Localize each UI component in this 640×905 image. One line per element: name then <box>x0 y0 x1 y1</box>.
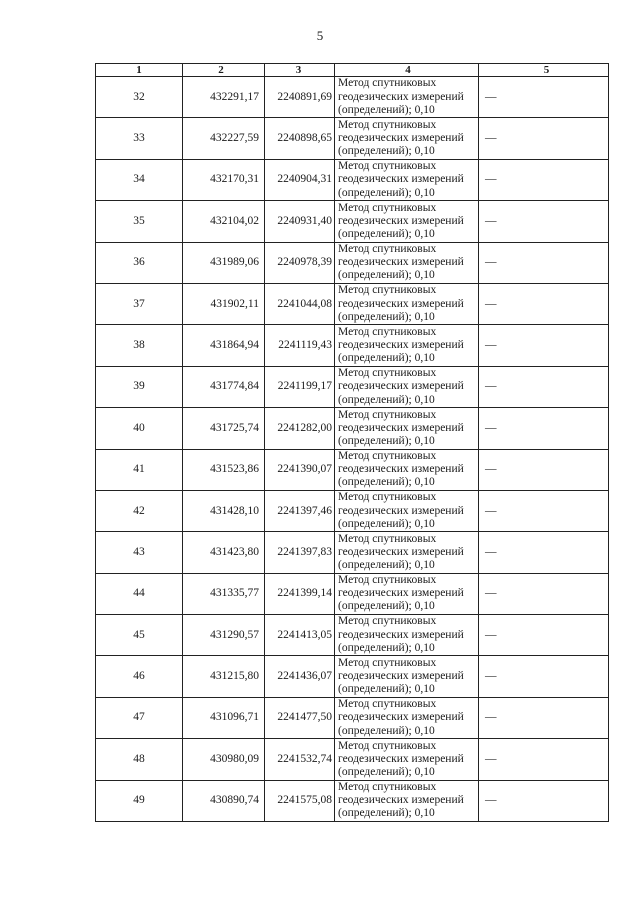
table-row <box>96 656 609 697</box>
note-cell: — <box>479 573 609 614</box>
column-header-1: 1 <box>96 64 183 77</box>
y-coordinate-cell: 2240891,69 <box>265 77 335 118</box>
table-row <box>96 201 609 242</box>
y-coordinate-cell: 2241282,00 <box>265 408 335 449</box>
note-cell: — <box>479 201 609 242</box>
note-cell: — <box>479 656 609 697</box>
method-cell: Метод спутниковых геодезических измерений (определений); 0,10 <box>335 242 479 283</box>
point-number-cell: 43 <box>96 532 183 573</box>
method-cell: Метод спутниковых геодезических измерений (определений); 0,10 <box>335 490 479 531</box>
y-coordinate-cell: 2240904,31 <box>265 159 335 200</box>
x-coordinate-cell: 431774,84 <box>183 366 265 407</box>
method-cell: Метод спутниковых геодезических измерений (определений); 0,10 <box>335 283 479 324</box>
method-cell: Метод спутниковых геодезических измерений (определений); 0,10 <box>335 325 479 366</box>
y-coordinate-cell: 2241119,43 <box>265 325 335 366</box>
table-row <box>96 697 609 738</box>
table-row <box>96 615 609 656</box>
note-cell: — <box>479 739 609 780</box>
table-row <box>96 77 609 118</box>
method-cell: Метод спутниковых геодезических измерений (определений); 0,10 <box>335 366 479 407</box>
point-number-cell: 41 <box>96 449 183 490</box>
note-cell: — <box>479 408 609 449</box>
x-coordinate-cell: 432227,59 <box>183 118 265 159</box>
point-number-cell: 33 <box>96 118 183 159</box>
note-cell: — <box>479 118 609 159</box>
method-cell: Метод спутниковых геодезических измерений (определений); 0,10 <box>335 408 479 449</box>
note-cell: — <box>479 366 609 407</box>
method-cell: Метод спутниковых геодезических измерений (определений); 0,10 <box>335 449 479 490</box>
point-number-cell: 48 <box>96 739 183 780</box>
x-coordinate-cell: 430890,74 <box>183 780 265 821</box>
point-number-cell: 34 <box>96 159 183 200</box>
x-coordinate-cell: 431335,77 <box>183 573 265 614</box>
point-number-cell: 42 <box>96 490 183 531</box>
table-row <box>96 573 609 614</box>
method-cell: Метод спутниковых геодезических измерений (определений); 0,10 <box>335 532 479 573</box>
note-cell: — <box>479 615 609 656</box>
method-cell: Метод спутниковых геодезических измерений (определений); 0,10 <box>335 615 479 656</box>
x-coordinate-cell: 431864,94 <box>183 325 265 366</box>
note-cell: — <box>479 449 609 490</box>
x-coordinate-cell: 432170,31 <box>183 159 265 200</box>
table-row <box>96 408 609 449</box>
x-coordinate-cell: 431215,80 <box>183 656 265 697</box>
x-coordinate-cell: 431902,11 <box>183 283 265 324</box>
method-cell: Метод спутниковых геодезических измерений (определений); 0,10 <box>335 573 479 614</box>
column-header-4: 4 <box>335 64 479 77</box>
x-coordinate-cell: 431523,86 <box>183 449 265 490</box>
note-cell: — <box>479 780 609 821</box>
point-number-cell: 44 <box>96 573 183 614</box>
x-coordinate-cell: 431423,80 <box>183 532 265 573</box>
method-cell: Метод спутниковых геодезических измерений (определений); 0,10 <box>335 77 479 118</box>
note-cell: — <box>479 532 609 573</box>
y-coordinate-cell: 2241532,74 <box>265 739 335 780</box>
y-coordinate-cell: 2241397,83 <box>265 532 335 573</box>
y-coordinate-cell: 2241397,46 <box>265 490 335 531</box>
column-header-2: 2 <box>183 64 265 77</box>
method-cell: Метод спутниковых геодезических измерений (определений); 0,10 <box>335 656 479 697</box>
y-coordinate-cell: 2241199,17 <box>265 366 335 407</box>
y-coordinate-cell: 2241044,08 <box>265 283 335 324</box>
method-cell: Метод спутниковых геодезических измерений (определений); 0,10 <box>335 780 479 821</box>
column-header-5: 5 <box>479 64 609 77</box>
note-cell: — <box>479 325 609 366</box>
y-coordinate-cell: 2241399,14 <box>265 573 335 614</box>
note-cell: — <box>479 159 609 200</box>
method-cell: Метод спутниковых геодезических измерений (определений); 0,10 <box>335 201 479 242</box>
table-row <box>96 242 609 283</box>
x-coordinate-cell: 432291,17 <box>183 77 265 118</box>
point-number-cell: 40 <box>96 408 183 449</box>
note-cell: — <box>479 77 609 118</box>
table-header-row <box>96 64 609 77</box>
note-cell: — <box>479 283 609 324</box>
table-row <box>96 780 609 821</box>
y-coordinate-cell: 2241436,07 <box>265 656 335 697</box>
table-row <box>96 283 609 324</box>
y-coordinate-cell: 2241413,05 <box>265 615 335 656</box>
method-cell: Метод спутниковых геодезических измерений (определений); 0,10 <box>335 159 479 200</box>
y-coordinate-cell: 2241575,08 <box>265 780 335 821</box>
page-number: 5 <box>316 28 324 43</box>
point-number-cell: 32 <box>96 77 183 118</box>
point-number-cell: 45 <box>96 615 183 656</box>
point-number-cell: 36 <box>96 242 183 283</box>
y-coordinate-cell: 2241390,07 <box>265 449 335 490</box>
point-number-cell: 35 <box>96 201 183 242</box>
point-number-cell: 49 <box>96 780 183 821</box>
y-coordinate-cell: 2240978,39 <box>265 242 335 283</box>
point-number-cell: 46 <box>96 656 183 697</box>
table-row <box>96 449 609 490</box>
y-coordinate-cell: 2240931,40 <box>265 201 335 242</box>
table-row <box>96 739 609 780</box>
note-cell: — <box>479 490 609 531</box>
note-cell: — <box>479 697 609 738</box>
method-cell: Метод спутниковых геодезических измерений (определений); 0,10 <box>335 697 479 738</box>
point-number-cell: 39 <box>96 366 183 407</box>
x-coordinate-cell: 431428,10 <box>183 490 265 531</box>
x-coordinate-cell: 430980,09 <box>183 739 265 780</box>
point-number-cell: 37 <box>96 283 183 324</box>
x-coordinate-cell: 431096,71 <box>183 697 265 738</box>
table-row <box>96 366 609 407</box>
y-coordinate-cell: 2240898,65 <box>265 118 335 159</box>
x-coordinate-cell: 431989,06 <box>183 242 265 283</box>
table-row <box>96 490 609 531</box>
method-cell: Метод спутниковых геодезических измерений (определений); 0,10 <box>335 739 479 780</box>
table-row <box>96 118 609 159</box>
method-cell: Метод спутниковых геодезических измерений (определений); 0,10 <box>335 118 479 159</box>
column-header-3: 3 <box>265 64 335 77</box>
point-number-cell: 47 <box>96 697 183 738</box>
x-coordinate-cell: 431290,57 <box>183 615 265 656</box>
coordinates-table <box>95 63 609 822</box>
point-number-cell: 38 <box>96 325 183 366</box>
y-coordinate-cell: 2241477,50 <box>265 697 335 738</box>
table-row <box>96 532 609 573</box>
table-row <box>96 159 609 200</box>
x-coordinate-cell: 431725,74 <box>183 408 265 449</box>
note-cell: — <box>479 242 609 283</box>
x-coordinate-cell: 432104,02 <box>183 201 265 242</box>
table-row <box>96 325 609 366</box>
